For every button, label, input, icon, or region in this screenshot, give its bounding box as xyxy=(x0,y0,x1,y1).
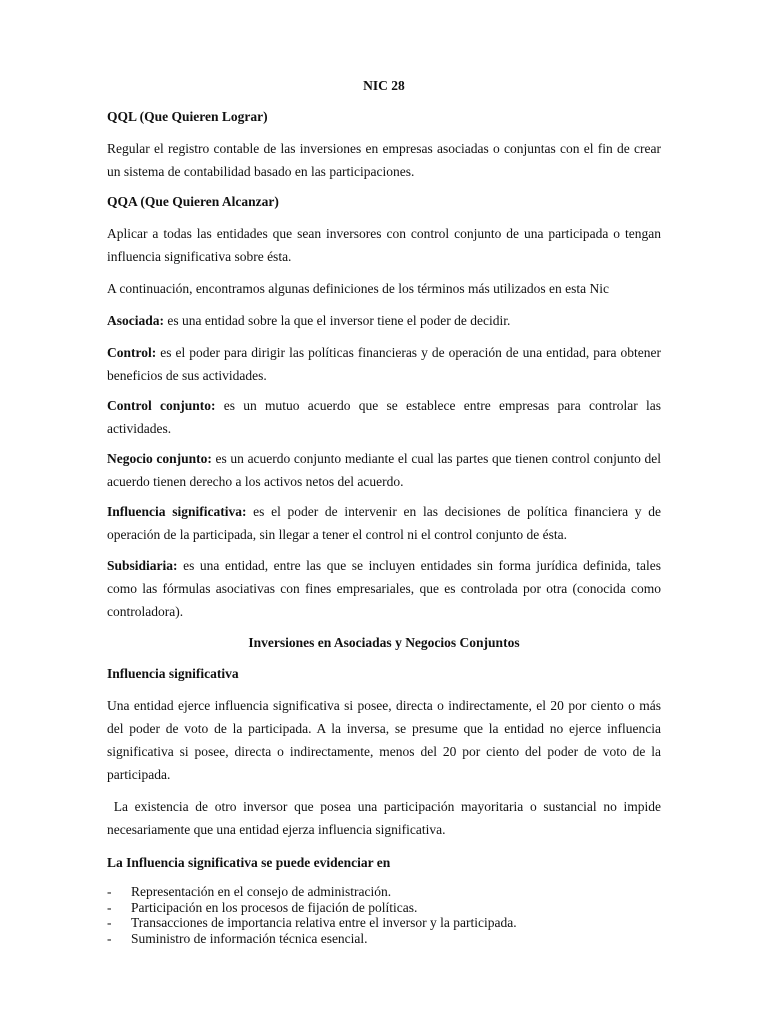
definition-text: es una entidad sobre la que el inversor tiene el poder de decidir. xyxy=(164,313,511,328)
list-item-text: Representación en el consejo de administración. xyxy=(131,884,392,899)
list-item xyxy=(107,915,667,931)
definition-term: Influencia significativa: xyxy=(107,504,247,519)
definition-asociada xyxy=(107,309,661,332)
definition-influencia-significativa xyxy=(107,500,661,546)
qqa-paragraph: Aplicar a todas las entidades que sean inversores con control conjunto de una participada o tengan influencia significativa sobre ésta. xyxy=(107,226,661,264)
existence-paragraph: La existencia de otro inversor que posea una participación mayoritaria o sustancial no impide necesariamente que una entidad ejerza influencia significativa. xyxy=(107,799,665,837)
sub-heading: Influencia significativa xyxy=(107,666,239,681)
definition-term: Asociada: xyxy=(107,313,164,328)
evidence-heading: La Influencia significativa se puede evidenciar en xyxy=(107,855,391,870)
list-item-text: Participación en los procesos de fijación de políticas. xyxy=(131,899,418,915)
list-item-text: Transacciones de importancia relativa entre el inversor y la participada. xyxy=(131,915,517,930)
evidence-list xyxy=(107,884,667,946)
intro-paragraph: A continuación, encontramos algunas definiciones de los términos más utilizados en esta Nic xyxy=(107,281,609,296)
list-marker: - xyxy=(107,884,112,899)
section-title: Inversiones en Asociadas y Negocios Conjuntos xyxy=(248,635,520,650)
definition-term: Subsidiaria: xyxy=(107,558,178,573)
list-item xyxy=(107,931,667,947)
definition-term: Negocio conjunto: xyxy=(107,451,212,466)
definition-text: es el poder de intervenir en las decisiones de política financiera y de operación de la participada, sin llegar a tener el control ni el control conjunto de ésta. xyxy=(107,504,661,542)
definition-control-conjunto xyxy=(107,394,661,440)
definition-control xyxy=(107,341,661,387)
list-item-text: Suministro de información técnica esencial. xyxy=(131,930,368,946)
list-marker: - xyxy=(107,930,112,946)
definition-term: Control: xyxy=(107,345,157,360)
qql-paragraph: Regular el registro contable de las inversiones en empresas asociadas o conjuntas con el fin de crear un sistema de contabilidad basado en las participaciones. xyxy=(107,141,661,179)
definition-text: es el poder para dirigir las políticas financieras y de operación de una entidad, para obtener beneficios de sus actividades. xyxy=(107,345,661,383)
list-item xyxy=(107,900,667,916)
list-marker: - xyxy=(107,915,112,930)
qql-heading: QQL (Que Quieren Lograr) xyxy=(107,109,268,124)
qqa-heading: QQA (Que Quieren Alcanzar) xyxy=(107,194,279,209)
definition-text: es una entidad, entre las que se incluyen entidades sin forma jurídica definida, tales como las fórmulas asociativas con fines empresariales, que es controlada por otra (conocida como controladora). xyxy=(107,558,661,619)
influence-paragraph: Una entidad ejerce influencia significativa si posee, directa o indirectamente, el 20 por ciento o más del poder de voto de la participada. A la inversa, se presume que la entidad no ejerce influencia significativa si posee, directa o indirectamente, menos del 20 por ciento del poder de voto de la participada. xyxy=(107,698,661,782)
list-item xyxy=(107,884,667,900)
list-marker: - xyxy=(107,899,112,915)
definition-negocio-conjunto xyxy=(107,447,661,493)
definition-text: es un acuerdo conjunto mediante el cual las partes que tienen control conjunto del acuerdo tienen derecho a los activos netos del acuerdo. xyxy=(107,451,661,489)
document-title: NIC 28 xyxy=(363,78,405,93)
definition-term: Control conjunto: xyxy=(107,398,216,413)
definition-text: es un mutuo acuerdo que se establece entre empresas para controlar las actividades. xyxy=(107,398,661,436)
definition-subsidiaria xyxy=(107,554,661,623)
